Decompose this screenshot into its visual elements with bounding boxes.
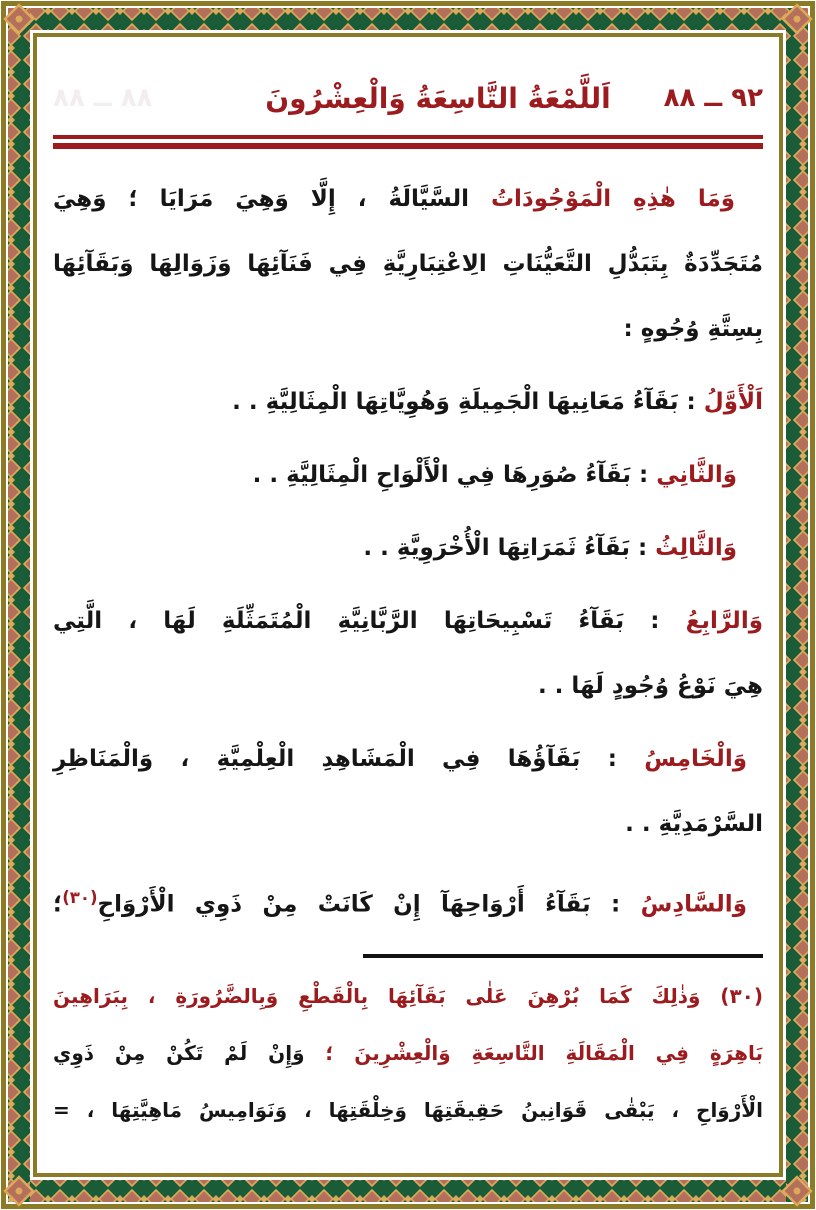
footnote-line <box>53 1082 763 1139</box>
body-line <box>53 727 763 792</box>
body-line <box>53 865 763 930</box>
body-line <box>53 589 763 654</box>
emphasis-phrase: وَالثَّالِثُ <box>655 535 737 561</box>
emphasis-phrase: وَالسَّادِسُ <box>640 891 747 918</box>
emphasis-phrase: وَالرَّابِعُ <box>685 608 763 634</box>
body-line <box>53 232 763 297</box>
body-line <box>53 443 763 508</box>
line-text: بِسِتَّةِ وُجُوهٍ : <box>623 316 763 342</box>
rule-thick <box>53 143 763 149</box>
emphasis-phrase: وَالثَّانِي <box>656 462 737 488</box>
body-line <box>53 792 763 857</box>
emphasis-phrase: وَمَا هٰذِهِ الْمَوْجُودَاتُ <box>490 186 735 212</box>
emphasis-phrase: وَالْخَامِسُ <box>644 746 747 772</box>
page-range: ٩٢ ــ ٨٨ <box>663 83 763 113</box>
footnote-block <box>53 968 763 1139</box>
page-content <box>37 37 779 1173</box>
ghost-page-range: ٨٨ ــ ٨٨ <box>53 83 153 113</box>
footnote-line <box>53 1025 763 1082</box>
footnote-text-red: (٣٠) وَذٰلِكَ كَمَا بُرْهِنَ عَلٰى بَقَآئِهَا بِالْقَطْعِ وَبِالضَّرُورَةِ ، بِبَرَاهِينَ <box>53 984 763 1008</box>
body-line <box>53 297 763 362</box>
line-text: : بَقَآءُ صُوَرِهَا فِي الْأَلْوَاحِ الْمِثَالِيَّةِ . . <box>252 462 657 488</box>
line-text: : بَقَآءُ أَرْوَاحِهَآ إِنْ كَانَتْ مِنْ ذَوِي الْأَرْوَاحِ <box>97 891 641 918</box>
line-text: : بَقَآءُ ثَمَرَاتِهَا الْأُخْرَوِيَّةِ . . <box>363 535 656 561</box>
body-line <box>53 516 763 581</box>
line-text: : بَقَآؤُهَا فِي الْمَشَاهِدِ الْعِلْمِيَّةِ ، وَالْمَنَاظِرِ <box>53 746 645 772</box>
line-text: ؛ <box>53 891 63 918</box>
footnote-text: وَإِنْ لَمْ تَكُنْ مِنْ ذَوِي <box>53 1041 326 1065</box>
page-header <box>53 67 763 129</box>
footnote-text-red: بَاهِرَةٍ فِي الْمَقَالَةِ التَّاسِعَةِ وَالْعِشْرِينَ ؛ <box>325 1041 763 1065</box>
line-text: السَّيَّالَةُ ، إِلَّا وَهِيَ مَرَايَا ؛ وَهِيَ <box>53 186 491 212</box>
line-text: هِيَ نَوْعُ وُجُودٍ لَهَا . . <box>537 673 763 699</box>
footnote-text: الْأَرْوَاحِ ، يَبْقٰى قَوَانِينُ حَقِيقَتِهَا وَخِلْقَتِهَا ، وَنَوَامِيسُ مَاهِيَّتِهَا ، = <box>53 1098 763 1122</box>
line-text: مُتَجَدِّدَةٌ بِتَبَدُّلِ التَّعَيُّنَاتِ الِاعْتِبَارِيَّةِ فِي فَنَآئِهَا وَزَوَالِهَا وَبَقَآئِهَا <box>53 251 763 277</box>
line-text: : بَقَآءُ مَعَانِيهَا الْجَمِيلَةِ وَهُوِيَّاتِهَا الْمِثَالِيَّةِ . . <box>232 389 704 415</box>
body-line <box>53 167 763 232</box>
emphasis-phrase: اَلْأَوَّلُ <box>703 389 763 415</box>
footnote-line <box>53 968 763 1025</box>
body-line <box>53 370 763 435</box>
body-line <box>53 654 763 719</box>
line-text: السَّرْمَدِيَّةِ . . <box>625 811 763 837</box>
header-double-rule <box>53 135 763 149</box>
page-title: اَللَّمْعَةُ التَّاسِعَةُ وَالْعِشْرُونَ <box>265 81 611 115</box>
footnote-separator <box>363 954 763 958</box>
body-text <box>53 167 763 930</box>
footnote-reference: (٣٠) <box>62 888 98 907</box>
line-text: : بَقَآءُ تَسْبِيحَاتِهَا الرَّبَّانِيَّةِ الْمُتَمَثِّلَةِ لَهَا ، الَّتِي <box>53 608 686 634</box>
